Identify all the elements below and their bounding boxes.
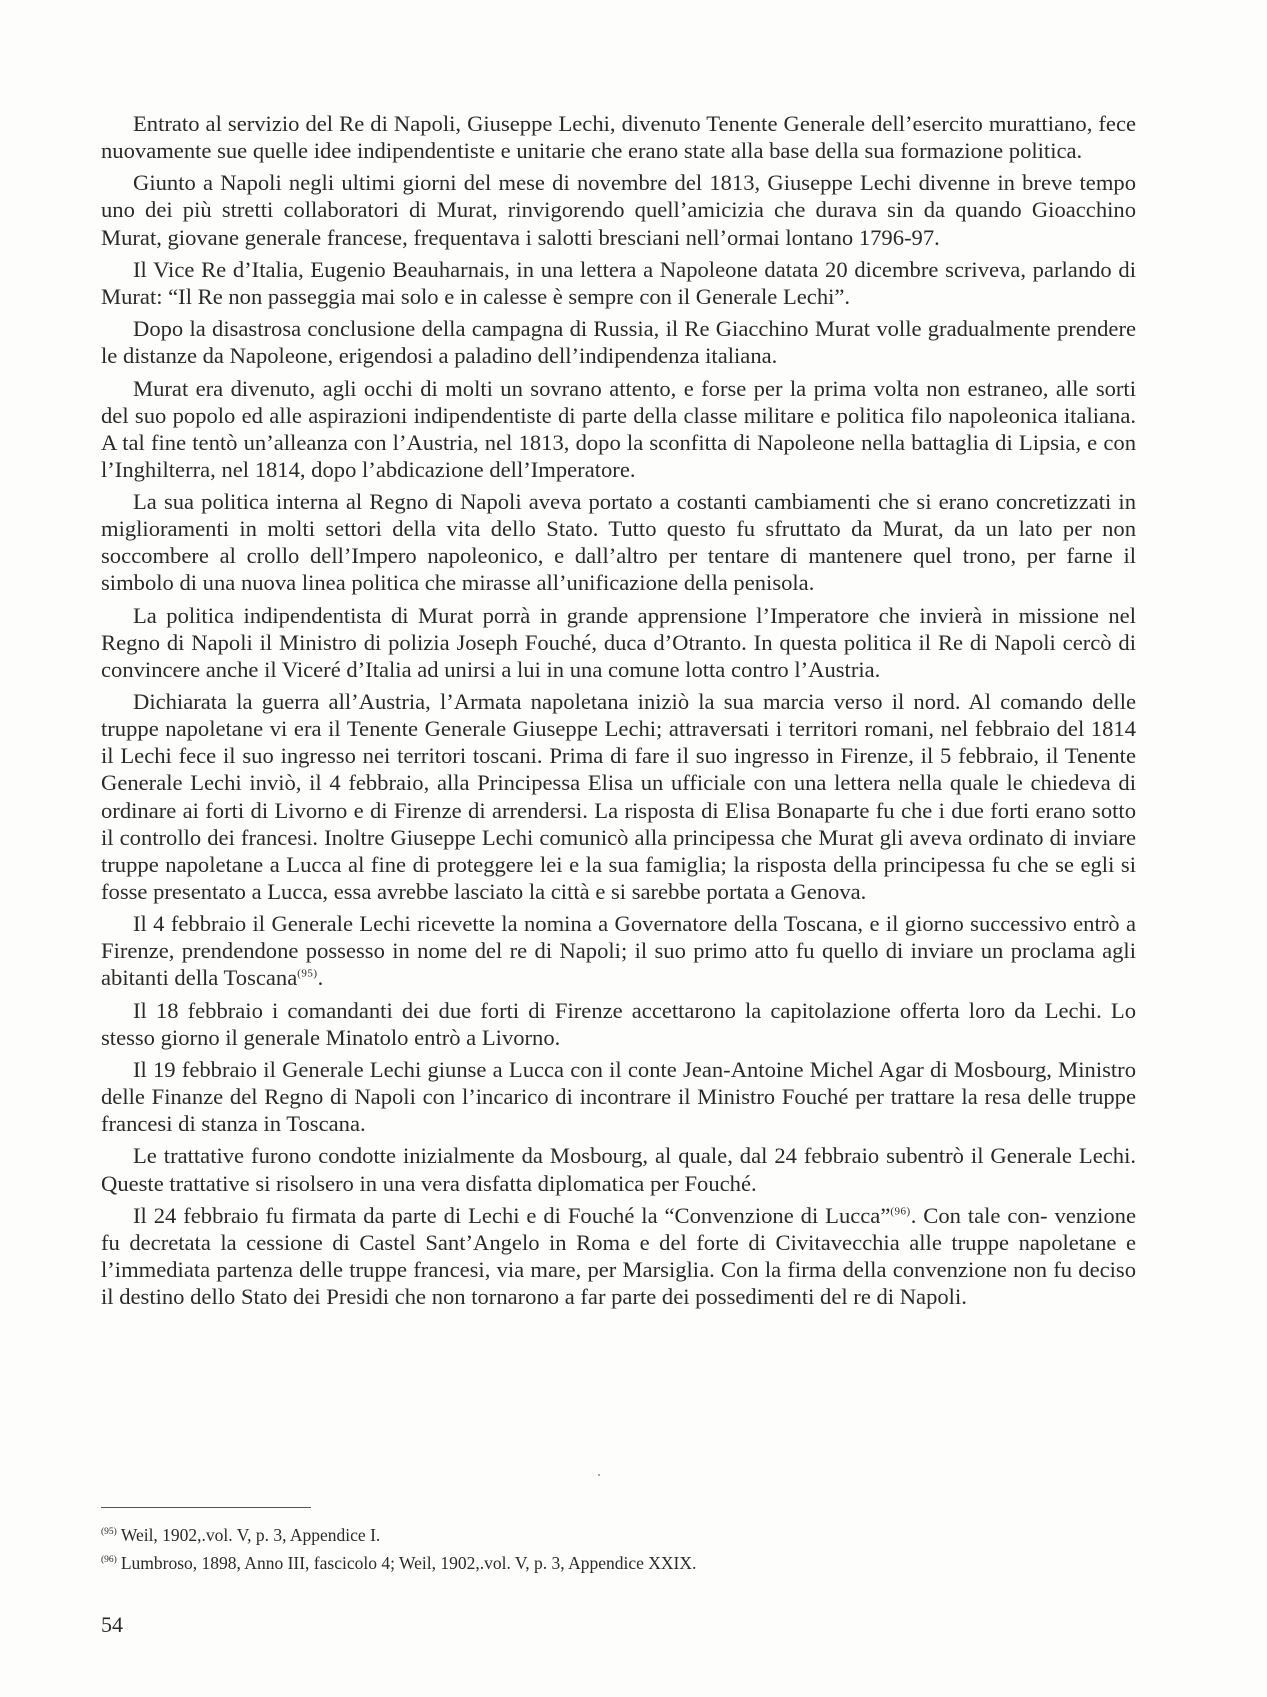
paragraph: Murat era divenuto, agli occhi di molti un sovrano attento, e forse per la prima volta non estraneo, alle sorti del suo popolo ed alle aspirazioni indipendentiste di parte della classe militare e politica filo napoleonica italiana. A tal fine tentò un’alleanza con l’Austria, nel 1813, dopo la sconfitta di Napoleone nella battaglia di Lipsia, e con l’Inghilterra, nel 1814, dopo l’abdicazione dell’Imperatore. — [101, 375, 1136, 482]
ref-tail: . Con tale con- — [910, 1202, 1048, 1228]
footnote-text: Weil, 1902,.vol. V, p. 3, Appendice I. — [120, 1525, 381, 1545]
footnote-96 — [101, 1549, 1136, 1577]
footnote-ref-96[interactable]: (96) — [890, 1205, 911, 1218]
paragraph-continuation: venzione fu decretata la cessione di Castel Sant’Angelo in Roma e del forte di Civitavecchia alle truppe napoletane e l’immediata partenza delle truppe francesi, via mare, per Marsiglia. Con la firma della convenzione non fu deciso il destino dello Stato dei Presidi che non tornarono a far parte dei possedimenti del re di Napoli. — [101, 1202, 1136, 1310]
ref-tail: . — [317, 965, 324, 991]
footnote-mark: (95) — [101, 1527, 117, 1538]
main-text — [101, 110, 1136, 1315]
footnote-mark: (96) — [101, 1555, 117, 1566]
paragraph: Dopo la disastrosa conclusione della campagna di Russia, il Re Giacchino Murat volle gradualmente prendere le distanze da Napoleone, erigendosi a paladino dell’indipendenza italiana. — [101, 316, 1136, 369]
paragraph: Il 19 febbraio il Generale Lechi giunse a Lucca con il conte Jean-Antoine Michel Agar di Mosbourg, Ministro delle Finanze del Regno di Napoli con l’incarico di incontrare il Ministro Fouché per trattare la resa delle truppe francesi di stanza in Toscana. — [101, 1056, 1136, 1137]
paragraph: Dichiarata la guerra all’Austria, l’Armata napoletana iniziò la sua marcia verso il nord. Al comando delle truppe napoletane vi era il Tenente Generale Giuseppe Lechi; attraversati i territori romani, nel febbraio del 1814 il Lechi fece il suo ingresso nei territori toscani. Prima di fare il suo ingresso in Firenze, il 5 febbraio, il Tenente Generale Lechi inviò, il 4 febbraio, alla Principessa Elisa un ufficiale con una lettera nella quale le chiedeva di ordinare ai forti di Livorno e di Firenze di arrendersi. La risposta di Elisa Bonaparte fu che i due forti erano sotto il controllo dei francesi. Inoltre Giuseppe Lechi comunicò alla principessa che Murat gli aveva ordinato di inviare truppe napoletane a Lucca al fine di proteggere lei e la sua famiglia; la risposta della principessa fu che se egli si fosse presentato a Lucca, essa avrebbe lasciato la città e si sarebbe portata a Genova. — [101, 689, 1136, 904]
paragraph: Entrato al servizio del Re di Napoli, Giuseppe Lechi, divenuto Tenente Generale dell’esercito murattiano, fece nuovamente sue quelle idee indipendentiste e unitarie che erano state alla base della sua formazione politica. — [101, 111, 1136, 164]
paragraph-text: Il 4 febbraio il Generale Lechi ricevette la nomina a Governatore della Toscana, e il giorno successivo entrò a Firenze, prendendone possesso in nome del re di Napoli; il suo primo atto fu quello di inviare un proclama agli abitanti della Toscana — [101, 911, 1136, 991]
paragraph: Giunto a Napoli negli ultimi giorni del mese di novembre del 1813, Giuseppe Lechi divenne in breve tempo uno dei più stretti collaboratori di Murat, rinvigorendo quell’amicizia che durava sin da quando Gioacchino Murat, giovane generale francese, frequentava i salotti bresciani nell’ormai lontano 1796-97. — [101, 170, 1136, 250]
paragraph: La sua politica interna al Regno di Napoli aveva portato a costanti cambiamenti che si erano concretizzati in miglioramenti in molti settori della vita dello Stato. Tutto questo fu sfruttato da Murat, da un lato per non soccombere al crollo dell’Impero napoleonico, e dall’altro per tentare di mantenere quel trono, per farne il simbolo di una nuova linea politica che mirasse all’unificazione della penisola. — [101, 489, 1136, 596]
paragraph-with-ref-96 — [101, 1202, 1136, 1310]
footnote-text: Lumbroso, 1898, Anno III, fascicolo 4; Weil, 1902,.vol. V, p. 3, Appendice XXIX. — [120, 1553, 697, 1573]
paragraph: Il Vice Re d’Italia, Eugenio Beauharnais, in una lettera a Napoleone datata 20 dicembre scriveva, parlando di Murat: “Il Re non passeggia mai solo e in calesse è sempre con il Generale Lechi”. — [101, 256, 1136, 309]
paragraph: La politica indipendentista di Murat porrà in grande apprensione l’Imperatore che invierà in missione nel Regno di Napoli il Ministro di polizia Joseph Fouché, duca d’Otranto. In questa politica il Re di Napoli cercò di convincere anche il Viceré d’Italia ad unirsi a lui in una comune lotta contro l’Austria. — [101, 602, 1136, 682]
paragraph-with-ref-95 — [101, 910, 1136, 991]
footnote-divider — [101, 1507, 311, 1508]
scan-speck — [598, 1474, 600, 1476]
page-number: 54 — [101, 1612, 123, 1637]
footnote-ref-95[interactable]: (95) — [297, 967, 318, 980]
footnote-95 — [101, 1521, 1136, 1549]
paragraph-text: Il 24 febbraio fu firmata da parte di Lechi e di Fouché la “Convenzione di Lucca” — [133, 1202, 891, 1228]
paragraph: Le trattative furono condotte inizialmente da Mosbourg, al quale, dal 24 febbraio subentrò il Generale Lechi. Queste trattative si risolsero in una vera disfatta diplomatica per Fouché. — [101, 1143, 1136, 1196]
footnotes — [101, 1521, 1136, 1577]
paragraph: Il 18 febbraio i comandanti dei due forti di Firenze accettarono la capitolazione offerta loro da Lechi. Lo stesso giorno il generale Minatolo entrò a Livorno. — [101, 997, 1136, 1050]
